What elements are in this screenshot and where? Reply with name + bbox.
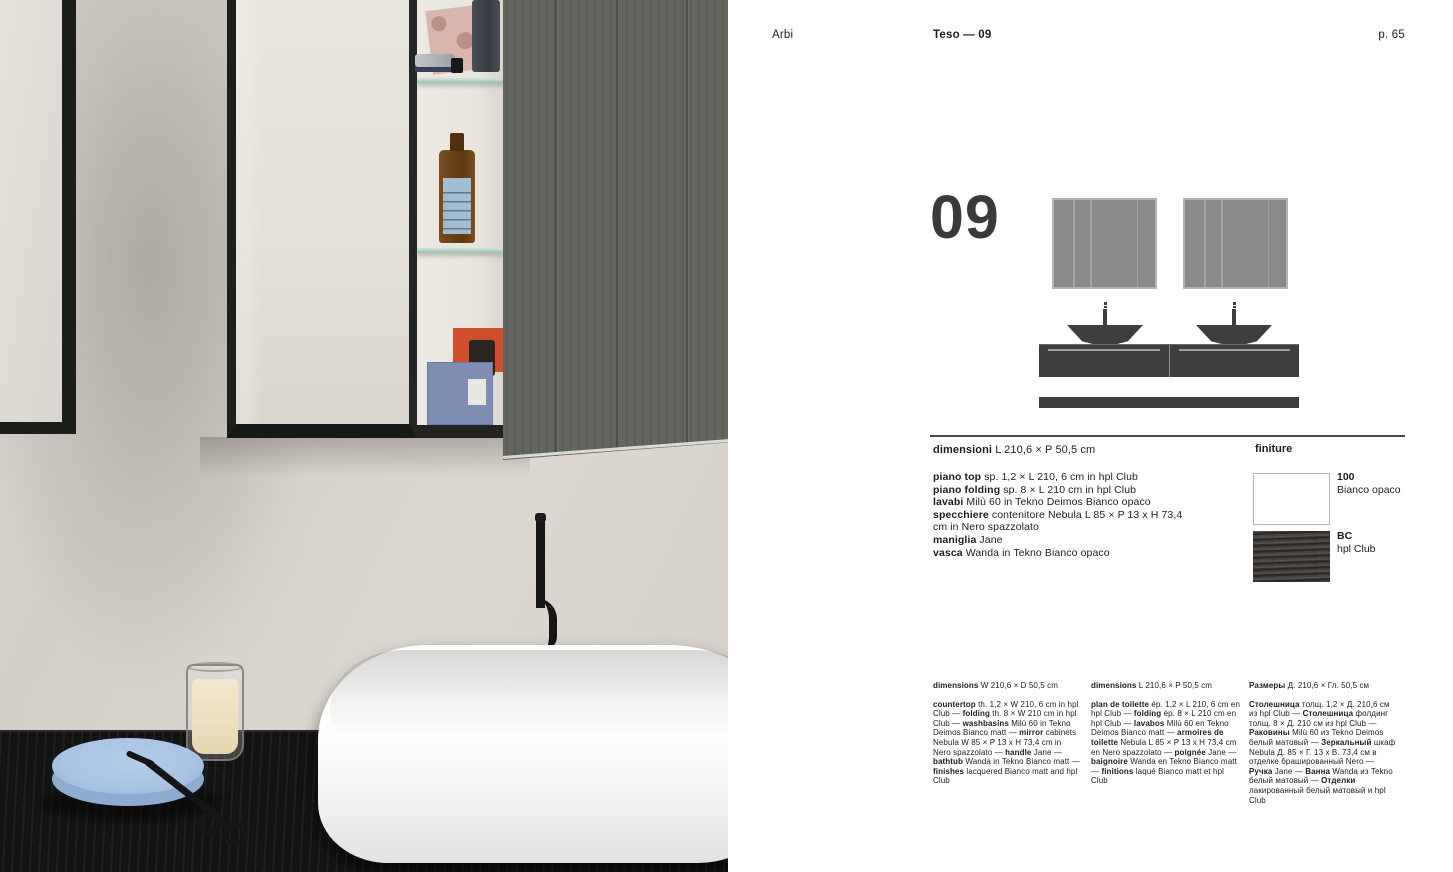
specs-column-ru xyxy=(1249,681,1399,813)
candle-wax xyxy=(192,679,238,754)
faucet-icon xyxy=(1232,309,1236,325)
specs-column-fr xyxy=(1091,681,1241,794)
washbasin-icon xyxy=(1067,325,1143,344)
drawer-icon xyxy=(1169,345,1300,377)
spec-entry: vasca Wanda in Tekno Bianco opaco xyxy=(933,546,1110,559)
mirror-cabinet-door xyxy=(227,0,417,438)
dark-glass-bottle xyxy=(472,0,500,72)
finish-swatch-bc xyxy=(1253,531,1330,582)
finish-label-bc xyxy=(1337,530,1427,556)
dimensions-line-fr: dimensions L 210,6 × P 50,5 cm xyxy=(1091,681,1213,690)
dimensions-line-ru: Размеры Д. 210,6 × Гл. 50,5 см xyxy=(1249,681,1370,690)
mirror-cabinet-icon xyxy=(1183,198,1288,289)
faucet-handle xyxy=(535,513,546,522)
specs-body-ru: Столешница толщ. 1,2 × Д. 210,6 см из hpl Club — Столешница фолдинг толщ. 8 × Д. 210 см из hpl Club — Раковины Milù 60 из Tekno Deimos белый матовый — Зеркальный шкаф Nebula Д. 85 × Г. 13 x В. 73,4 см в отделке брашированный Nero — Ручка Jane — Ванна Wanda из Tekno белый матовый — Отделки лакированный белый матовый и hpl Club xyxy=(1249,699,1396,805)
spec-entry: piano folding sp. 8 × L 210 cm in hpl Club xyxy=(933,483,1137,496)
bottle-label xyxy=(443,178,471,234)
dimensions-line-it: dimensioni L 210,6 × P 50,5 cm xyxy=(933,444,1096,456)
glass-shelf xyxy=(417,248,503,253)
mirror-cabinet-interior xyxy=(417,0,503,438)
black-faucet xyxy=(536,513,545,608)
brand-name: Arbi xyxy=(772,29,794,41)
wood-wall-panel xyxy=(503,0,728,460)
spec-entry: lavabi Milù 60 in Tekno Deimos Bianco opaco xyxy=(933,496,1151,509)
mirror-reflection xyxy=(236,0,409,424)
candle-glass-rim xyxy=(187,662,243,672)
page-number: p. 65 xyxy=(1378,29,1405,41)
finish-name: hpl Club xyxy=(1337,543,1376,555)
mirror-cabinet-left xyxy=(0,0,76,434)
dimensions-line-en: dimensions W 210,6 × D 50,5 cm xyxy=(933,681,1059,690)
scissors-ring xyxy=(196,812,222,836)
faucet-icon xyxy=(1103,309,1107,325)
amber-bottle xyxy=(439,150,475,243)
divider-rule xyxy=(930,435,1405,437)
finishes-heading: finiture xyxy=(1255,443,1293,455)
spec-entry: piano top sp. 1,2 × L 210, 6 cm in hpl Club xyxy=(933,471,1138,483)
drawer-icon xyxy=(1039,345,1169,377)
scissors-ring xyxy=(222,822,248,846)
specs-column-en xyxy=(933,681,1080,794)
cabinet-bottom-frame xyxy=(417,425,503,438)
vanity-unit-icon xyxy=(1039,344,1299,377)
bottle-cap xyxy=(451,58,463,73)
spec-entry: specchiere contenitore Nebula L 85 × P 13 x H 73,4 cm in Nero spazzolato xyxy=(933,508,1183,534)
finish-code: 100 xyxy=(1337,471,1355,483)
blue-box xyxy=(427,362,493,425)
spec-entry: maniglia Jane xyxy=(933,533,1003,546)
white-bathtub-wanda xyxy=(318,645,728,863)
finish-code: BC xyxy=(1337,530,1353,542)
candle-glass xyxy=(186,664,244,761)
specs-it xyxy=(933,471,1185,559)
layout-number: 09 xyxy=(930,183,1000,251)
finish-swatch-100 xyxy=(1253,473,1330,525)
washbasin-icon xyxy=(1196,325,1272,344)
glass-shelf xyxy=(417,78,503,83)
finish-label-100 xyxy=(1337,471,1427,497)
collection-title: Teso — 09 xyxy=(933,29,992,41)
folding-shelf-icon xyxy=(1039,397,1299,408)
wall-shadow xyxy=(200,437,530,477)
cosmetic-tube xyxy=(415,54,455,72)
specs-body-fr: plan de toilette ép. 1,2 × L 210, 6 cm en hpl Club — folding ép. 8 × L 210 cm en hpl Club — lavabos Milù 60 en Tekno Deimos Bianco matt — armoires de toilette Nebula L 85 × P 13 x H 73,4 cm en Nero spazzolato — poignée Jane — baignoire Wanda en Tekno Bianco matt — finitions laqué Bianco matt et hpl Club xyxy=(1091,699,1240,786)
specs-body-en: countertop th. 1,2 × W 210, 6 cm in hpl Club — folding th. 8 × W 210 cm in hpl Club — washbasins Milù 60 in Tekno Deimos Bianco matt — mirror cabinets Nebula W 85 × P 13 x H 73,4 cm in Nero spazzolato — handle Jane — bathtub Wanda in Tekno Bianco matt — finishes lacquered Bianco matt and hpl Club xyxy=(933,699,1080,786)
finish-name: Bianco opaco xyxy=(1337,484,1401,496)
mirror-cabinet-icon xyxy=(1052,198,1157,289)
